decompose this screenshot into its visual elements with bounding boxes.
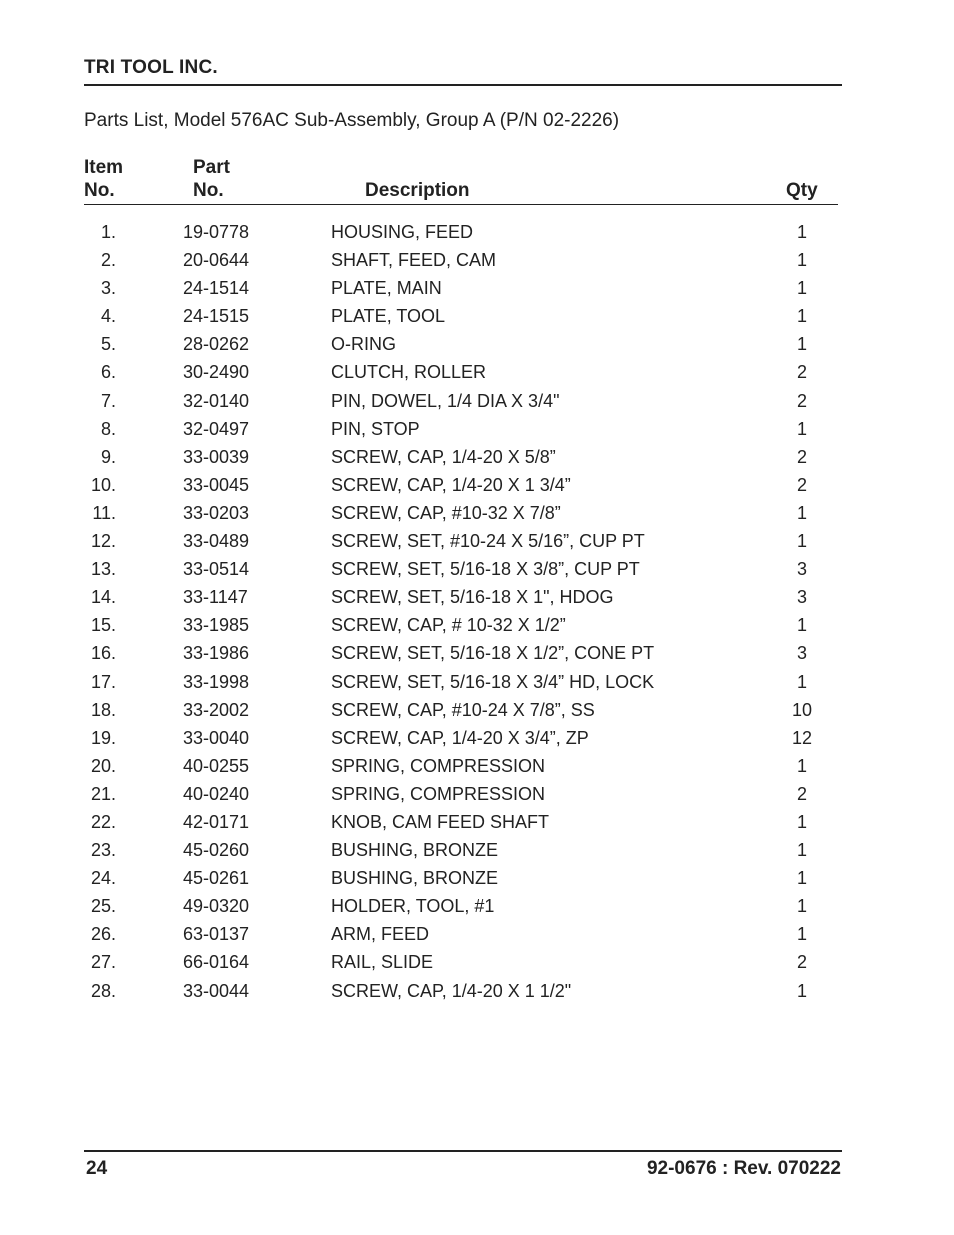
part-quantity: 1 <box>796 615 808 636</box>
part-number: 66-0164 <box>183 952 250 973</box>
part-number: 33-2002 <box>183 699 250 720</box>
part-quantity: 1 <box>796 250 808 271</box>
item-number: 20. <box>90 755 116 776</box>
part-description: CLUTCH, ROLLER <box>331 362 487 383</box>
part-description: SCREW, SET, 5/16-18 X 1/2”, CONE PT <box>331 643 655 664</box>
part-number: 45-0261 <box>183 868 250 889</box>
part-description: PIN, STOP <box>331 418 420 439</box>
table-row <box>0 697 954 725</box>
part-number: 33-0039 <box>183 446 250 467</box>
footer-divider <box>84 1150 842 1152</box>
part-quantity: 2 <box>796 783 808 804</box>
part-description: O-RING <box>331 334 396 355</box>
part-description: SCREW, CAP, 1/4-20 X 3/4”, ZP <box>331 727 589 748</box>
parts-table <box>0 219 954 1006</box>
part-number: 32-0140 <box>183 390 250 411</box>
part-quantity: 1 <box>796 811 808 832</box>
part-number: 33-0040 <box>183 727 250 748</box>
part-quantity: 3 <box>796 643 808 664</box>
part-description: SCREW, CAP, 1/4-20 X 5/8” <box>331 446 556 467</box>
part-description: PLATE, TOOL <box>331 306 446 327</box>
item-number: 28. <box>90 980 116 1001</box>
table-row <box>0 584 954 612</box>
item-number: 9. <box>100 446 116 467</box>
part-quantity: 1 <box>796 671 808 692</box>
document-number: 92-0676 : Rev. 070222 <box>646 1158 841 1179</box>
item-number: 26. <box>90 924 116 945</box>
item-number: 5. <box>100 334 116 355</box>
part-description: RAIL, SLIDE <box>331 952 434 973</box>
item-number: 8. <box>100 418 116 439</box>
table-row <box>0 303 954 331</box>
table-row <box>0 359 954 387</box>
part-description: BUSHING, BRONZE <box>331 840 499 861</box>
part-quantity: 1 <box>796 222 808 242</box>
table-row <box>0 528 954 556</box>
part-quantity: 1 <box>796 755 808 776</box>
part-quantity: 1 <box>796 840 808 861</box>
page-number: 24 <box>86 1158 108 1179</box>
item-number: 14. <box>90 587 116 608</box>
table-row <box>0 753 954 781</box>
part-description: SPRING, COMPRESSION <box>331 755 546 776</box>
part-quantity: 2 <box>796 390 808 411</box>
table-row <box>0 247 954 275</box>
part-number: 19-0778 <box>183 222 250 242</box>
part-quantity: 1 <box>796 896 808 917</box>
table-row <box>0 388 954 416</box>
part-quantity: 1 <box>796 868 808 889</box>
part-number: 33-0045 <box>183 474 250 495</box>
part-quantity: 1 <box>796 980 808 1001</box>
item-number: 22. <box>90 811 116 832</box>
table-row <box>0 921 954 949</box>
part-number: 20-0644 <box>183 250 250 271</box>
table-row <box>0 219 954 247</box>
item-number: 21. <box>90 783 116 804</box>
part-number: 33-0203 <box>183 502 250 523</box>
part-quantity: 1 <box>796 924 808 945</box>
part-description: KNOB, CAM FEED SHAFT <box>331 811 550 832</box>
table-row <box>0 893 954 921</box>
part-description: SPRING, COMPRESSION <box>331 783 546 804</box>
item-number: 19. <box>90 727 116 748</box>
part-number: 40-0255 <box>183 755 250 776</box>
item-number: 27. <box>90 952 116 973</box>
item-number: 3. <box>100 278 116 299</box>
item-number: 18. <box>90 699 116 720</box>
part-description: HOUSING, FEED <box>331 222 474 242</box>
part-number: 33-1986 <box>183 643 250 664</box>
part-description: SCREW, SET, 5/16-18 X 3/8”, CUP PT <box>331 559 640 580</box>
part-quantity: 2 <box>796 446 808 467</box>
table-row <box>0 556 954 584</box>
table-row <box>0 837 954 865</box>
part-number: 33-0514 <box>183 559 250 580</box>
part-description: SCREW, CAP, # 10-32 X 1/2” <box>331 615 566 636</box>
table-row <box>0 612 954 640</box>
document-title: Parts List, Model 576AC Sub-Assembly, Group A (P/N 02-2226) <box>84 110 620 131</box>
item-number: 25. <box>90 896 116 917</box>
item-number: 23. <box>90 840 116 861</box>
table-row <box>0 809 954 837</box>
part-number: 33-1998 <box>183 671 250 692</box>
part-quantity: 12 <box>791 727 813 748</box>
table-row <box>0 978 954 1006</box>
part-description: BUSHING, BRONZE <box>331 868 499 889</box>
part-quantity: 2 <box>796 952 808 973</box>
part-number: 63-0137 <box>183 924 250 945</box>
part-description: SCREW, CAP, 1/4-20 X 1 3/4” <box>331 474 571 495</box>
part-number: 33-1985 <box>183 615 250 636</box>
column-header-part-no <box>193 156 230 202</box>
part-number: 40-0240 <box>183 783 250 804</box>
part-quantity: 1 <box>796 278 808 299</box>
company-name: TRI TOOL INC. <box>84 57 218 78</box>
part-number: 24-1514 <box>183 278 250 299</box>
part-quantity: 3 <box>796 587 808 608</box>
part-description: SCREW, CAP, #10-24 X 7/8”, SS <box>331 699 595 720</box>
item-number: 4. <box>100 306 116 327</box>
item-number: 16. <box>90 643 116 664</box>
part-number: 33-1147 <box>183 587 248 608</box>
item-number: 6. <box>100 362 116 383</box>
part-quantity: 3 <box>796 559 808 580</box>
table-row <box>0 416 954 444</box>
part-description: SHAFT, FEED, CAM <box>331 250 497 271</box>
item-number: 10. <box>90 474 116 495</box>
table-row <box>0 331 954 359</box>
item-number: 2. <box>100 250 116 271</box>
table-row <box>0 725 954 753</box>
item-number: 1. <box>100 222 116 242</box>
column-header-item-line2: No. <box>84 180 115 201</box>
table-row <box>0 500 954 528</box>
part-number: 28-0262 <box>183 334 250 355</box>
table-row <box>0 669 954 697</box>
table-row <box>0 472 954 500</box>
column-header-part-line1: Part <box>193 157 230 178</box>
part-quantity: 10 <box>791 699 813 720</box>
table-row <box>0 444 954 472</box>
part-quantity: 1 <box>796 502 808 523</box>
part-description: ARM, FEED <box>331 924 430 945</box>
part-quantity: 2 <box>796 362 808 383</box>
part-description: PIN, DOWEL, 1/4 DIA X 3/4" <box>331 390 560 411</box>
table-row <box>0 640 954 668</box>
part-quantity: 2 <box>796 474 808 495</box>
part-number: 45-0260 <box>183 840 250 861</box>
column-header-part-line2: No. <box>193 180 224 201</box>
item-number: 12. <box>90 531 116 552</box>
part-description: HOLDER, TOOL, #1 <box>331 896 495 917</box>
part-description: SCREW, CAP, 1/4-20 X 1 1/2" <box>331 980 572 1001</box>
item-number: 11. <box>92 502 116 523</box>
table-row <box>0 949 954 977</box>
column-header-qty: Qty <box>786 180 818 201</box>
part-quantity: 1 <box>796 334 808 355</box>
header-divider <box>84 84 842 86</box>
column-header-item-line1: Item <box>84 157 124 178</box>
item-number: 17. <box>90 671 116 692</box>
part-number: 30-2490 <box>183 362 250 383</box>
item-number: 24. <box>90 868 116 889</box>
part-quantity: 1 <box>796 418 808 439</box>
part-number: 33-0489 <box>183 531 250 552</box>
table-header-divider <box>84 204 838 205</box>
item-number: 13. <box>90 559 116 580</box>
column-header-description: Description <box>365 180 470 201</box>
table-row <box>0 275 954 303</box>
table-row <box>0 865 954 893</box>
part-number: 49-0320 <box>183 896 250 917</box>
part-quantity: 1 <box>796 531 808 552</box>
part-description: SCREW, SET, 5/16-18 X 1", HDOG <box>331 587 614 608</box>
part-description: SCREW, CAP, #10-32 X 7/8” <box>331 502 561 523</box>
column-header-item-no <box>84 156 123 202</box>
part-description: SCREW, SET, 5/16-18 X 3/4” HD, LOCK <box>331 671 655 692</box>
part-description: PLATE, MAIN <box>331 278 442 299</box>
part-description: SCREW, SET, #10-24 X 5/16”, CUP PT <box>331 531 645 552</box>
part-number: 24-1515 <box>183 306 250 327</box>
part-quantity: 1 <box>796 306 808 327</box>
part-number: 33-0044 <box>183 980 250 1001</box>
item-number: 15. <box>90 615 116 636</box>
item-number: 7. <box>100 390 116 411</box>
part-number: 32-0497 <box>183 418 250 439</box>
part-number: 42-0171 <box>183 811 250 832</box>
table-row <box>0 781 954 809</box>
